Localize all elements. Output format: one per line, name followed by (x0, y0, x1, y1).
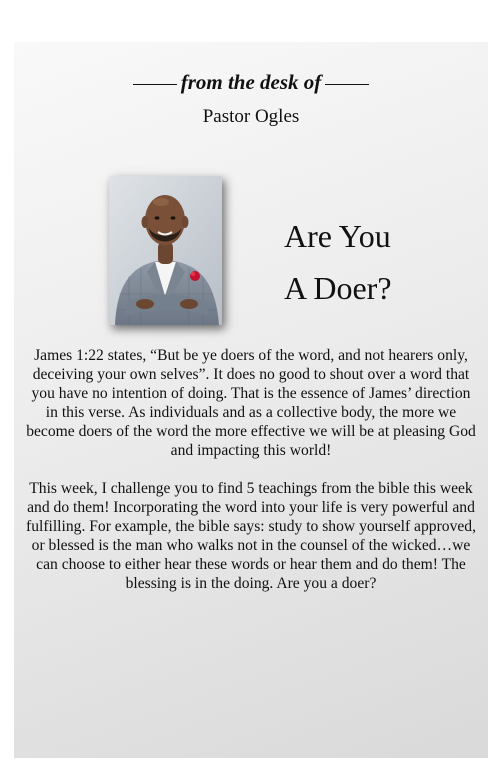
title-line-1: Are You (284, 218, 391, 254)
newsletter-page (14, 42, 488, 758)
right-rule (325, 84, 369, 85)
body-paragraph-1: James 1:22 states, “But be ye doers of the word, and not hearers only, deceiving your own selves”. It does no good to shout over a word that you have no intention of doing. That is the essence of James’ direction in this verse. As individuals and as a collective body, the more we become doers of the word the more effective we will be at pleasing God and impacting this world! (26, 347, 476, 459)
title-line-2: A Doer? (284, 270, 392, 306)
portrait-icon (109, 176, 222, 325)
article-title (284, 210, 392, 314)
pastor-name: Pastor Ogles (202, 106, 300, 127)
desk-header (14, 70, 488, 95)
pastor-photo (109, 176, 222, 325)
desk-label: from the desk of (180, 70, 322, 94)
body-paragraph-2: This week, I challenge you to find 5 teachings from the bible this week and do them! Incorporating the word into your life is very powerful and fulfilling. For example, the bible says: study to show yourself approved, or blessed is the man who walks not in the counsel of the wicked…we can choose to either hear these words or hear them and do them! The blessing is in the doing. Are you a doer? (26, 480, 476, 592)
article-body (24, 346, 478, 612)
left-rule (133, 84, 177, 85)
